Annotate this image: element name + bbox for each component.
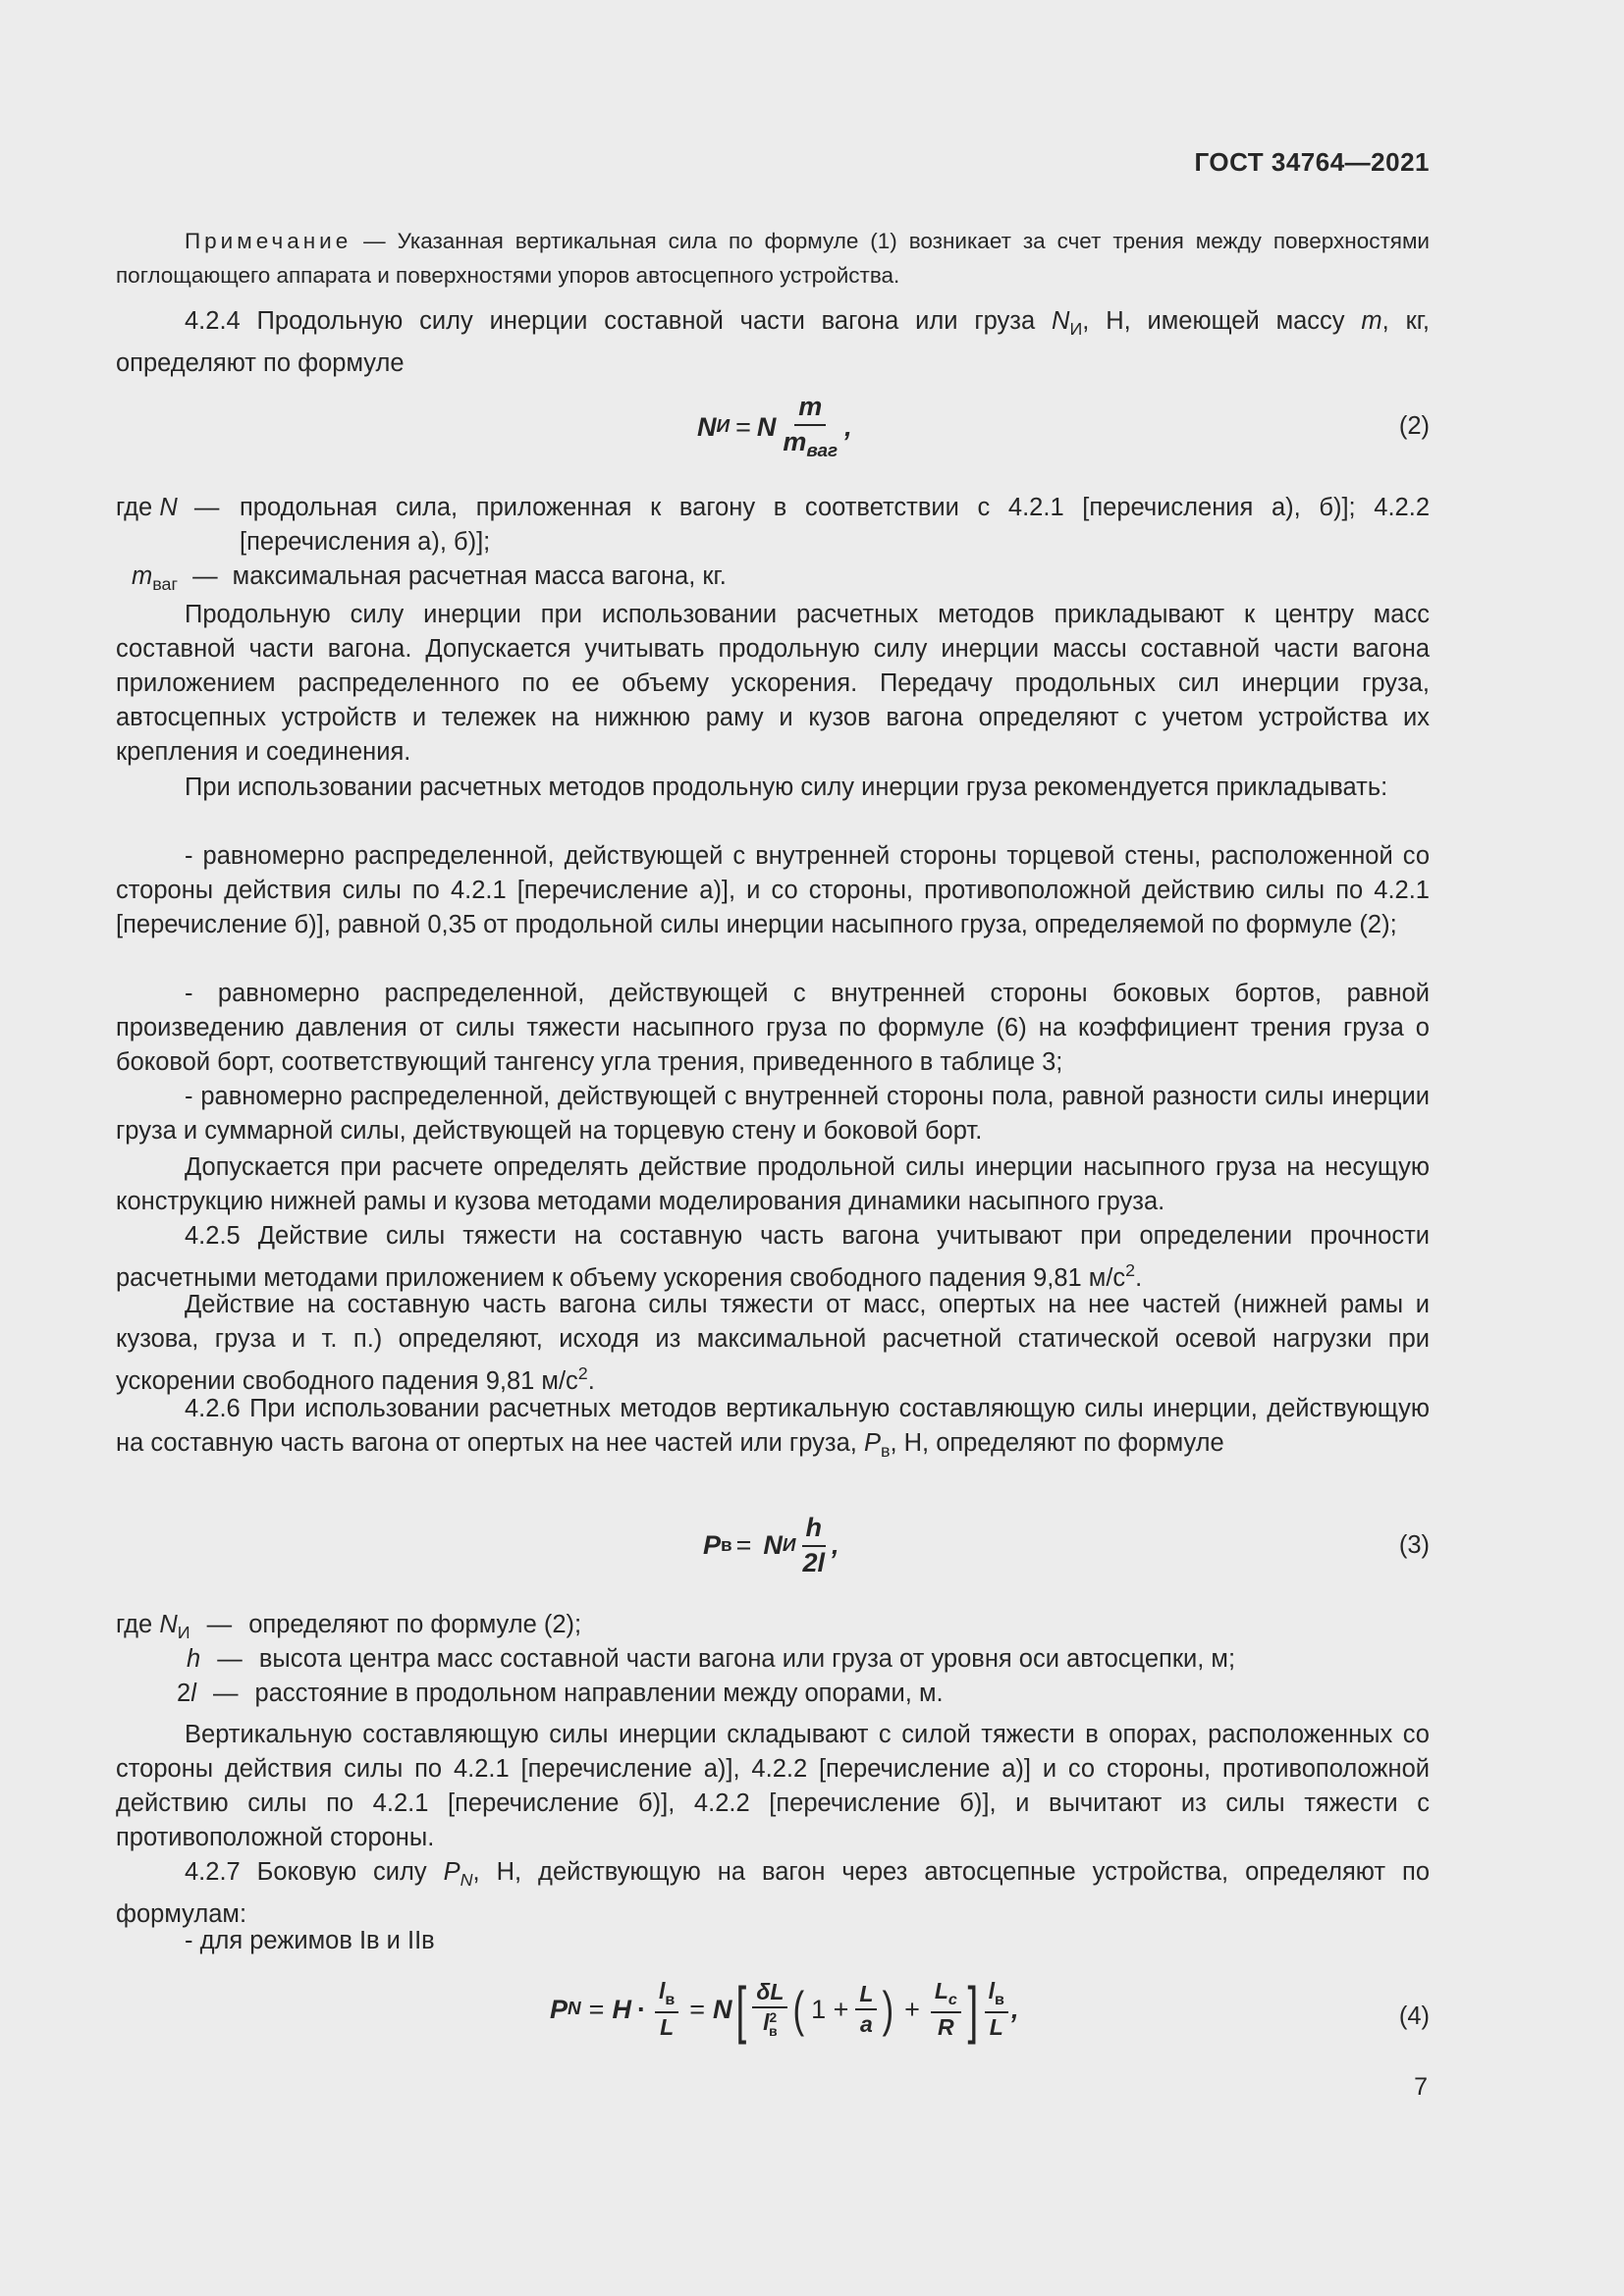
equation-number-2: (2) (1398, 412, 1430, 440)
p-gravity-sup: 2 (577, 1363, 588, 1383)
p427-text-a: 4.2.7 Боковую силу (185, 1858, 444, 1886)
where3-symbol-n: N (159, 1611, 178, 1638)
p424-symbol: N (1052, 307, 1070, 335)
formula-3 (703, 1514, 839, 1577)
eq4-f2-den-l: l (763, 2009, 770, 2036)
eq4-f1-den: L (660, 2013, 675, 2040)
document-code: ГОСТ 34764—2021 (1194, 147, 1430, 177)
where-2-line-2 (132, 560, 727, 602)
p424-text-a: 4.2.4 Продольную силу инерции составной части вагона или груза (185, 307, 1053, 335)
page-number: 7 (1414, 2073, 1428, 2101)
note-label: Примечание (185, 229, 352, 253)
eq2-lhs: N (697, 411, 717, 442)
eq4-equals-2: = (689, 1994, 706, 2024)
eq4-plus: + (904, 1994, 920, 2024)
note-text: — Указанная вертикальная сила по формуле (1) возникает за счет трения между поверхностями поглощающего аппарата и поверхностями упоров автосцепного устройства. (116, 229, 1430, 288)
list-item-floor: - равномерно распределенной, действующей с внутренней стороны пола, равной разности силы инерции груза и суммарной силы, действующей на торцевую стену и боковой борт. (116, 1083, 1430, 1145)
where3-symbol-l: l (190, 1680, 196, 1707)
p427-symbol: P (443, 1858, 460, 1886)
p424-text-c: , кг, определяют по формуле (116, 307, 1430, 377)
where2-dash-2: — (192, 562, 218, 590)
eq4-f1-num (655, 1979, 678, 2013)
eq4-one-plus: 1 + (811, 1994, 849, 2024)
eq3-fraction (799, 1514, 830, 1577)
paragraph-4-2-4 (116, 304, 1430, 381)
equation-number-4: (4) (1398, 2002, 1430, 2030)
p426-text-b: , Н, определяют по формуле (890, 1429, 1224, 1457)
eq4-f4-den: R (938, 2013, 954, 2040)
eq3-numerator: h (802, 1514, 827, 1547)
where-2-line-1 (116, 491, 229, 525)
paragraph-vertical-component: Вертикальную составляющую силы инерции складывают с силой тяжести в опорах, расположенных со стороны действия силы по 4.2.1 [перечисление а)], 4.2.2 [перечисление а)] и со стороны, противоположной действию силы по 4.2.1 [перечисление б)], 4.2.2 [перечисление б)], и вычитают из силы тяжести с противоположной стороны. (116, 1721, 1430, 1851)
paragraph-inertia-application: Продольную силу инерции при использовании расчетных методов прикладывают к центру масс составной части вагона. Допускается учитывать продольную силу инерции массы составной части вагона приложением распределенного по ее объему ускорения. Передачу продольных сил инерции груза, автосцепных устройств и тележек на нижнюю раму и кузов вагона определяют с учетом устройства их крепления и соединения. (116, 601, 1430, 766)
eq2-comma: , (844, 411, 852, 442)
paragraph-calc-methods: При использовании расчетных методов продольную силу инерции груза рекомендуется прикладывать: (185, 774, 1388, 801)
paragraph-modeling: Допускается при расчете определять действие продольной силы инерции насыпного груза на несущую конструкцию нижней рамы и кузова методами моделирования динамики насыпного груза. (116, 1153, 1430, 1215)
eq4-right-bracket: ] (967, 1974, 979, 2045)
where3-symbol-n-sub: И (177, 1623, 190, 1642)
where3-dash-1: — (206, 1611, 233, 1638)
eq4-fraction-3 (855, 1982, 877, 2038)
eq2-equals: = (735, 411, 751, 442)
eq4-comma: , (1010, 1994, 1019, 2024)
eq2-lhs-sub: И (716, 416, 731, 438)
eq4-f2-den-sub: в (769, 2024, 778, 2040)
p426-symbol: P (863, 1429, 881, 1457)
eq4-right-paren: ) (882, 1982, 894, 2037)
p425-sup: 2 (1125, 1260, 1136, 1280)
p424-subscript: И (1069, 319, 1083, 339)
eq4-n: N (713, 1994, 732, 2024)
p425-text: 4.2.5 Действие силы тяжести на составную часть вагона учитывают при определении прочности расчетными методами приложением к объему ускорения свободного падения 9,81 м/с (116, 1222, 1430, 1292)
where-2-def-1: продольная сила, приложенная к вагону в соответствии с 4.2.1 [перечисления а), б)]; 4.2.2 (240, 494, 1430, 521)
eq4-lhs: P (550, 1994, 568, 2024)
eq3-comma: , (832, 1530, 839, 1561)
eq3-lhs: P (703, 1530, 722, 1561)
eq4-fraction-1 (655, 1979, 678, 2040)
formula-4 (550, 1974, 1019, 2045)
p424-text-b: , Н, имеющей массу (1082, 307, 1362, 335)
p425-end: . (1135, 1264, 1143, 1292)
eq4-fraction-4 (931, 1979, 961, 2040)
eq4-f3-num: L (855, 1982, 877, 2010)
eq4-lhs-sub: N (568, 1999, 581, 2019)
eq3-n: N (763, 1530, 783, 1561)
eq4-f3-den: a (859, 2011, 873, 2037)
eq3-lhs-sub: в (721, 1534, 732, 1556)
p-gravity-end: . (587, 1367, 595, 1395)
p427-text-b: , Н, действующую на вагон через автосцепные устройства, определяют по формулам: (116, 1858, 1430, 1928)
eq4-f1-num-sub: в (665, 1991, 676, 2008)
eq4-equals-1: = (588, 1994, 605, 2024)
eq2-den-sub: ваг (806, 440, 839, 461)
p424-mass-symbol: m (1361, 307, 1382, 335)
eq4-f5-num (985, 1979, 1008, 2013)
where-2-def-1-cont: [перечисления а), б)]; (240, 528, 491, 556)
paragraph-4-2-7 (116, 1855, 1430, 1932)
eq2-den-symbol: m (783, 426, 807, 456)
eq4-f4-num-sub: c (947, 1991, 957, 2008)
where3-dash-2: — (217, 1645, 243, 1673)
equation-number-3: (3) (1398, 1531, 1430, 1559)
where3-two: 2 (177, 1680, 191, 1707)
where3-prefix: где (116, 1611, 160, 1638)
eq4-f2-den-sup: 2 (769, 2010, 778, 2026)
eq2-n: N (756, 411, 777, 442)
eq4-fraction-5 (985, 1979, 1008, 2040)
eq4-dot: · (636, 1994, 646, 2024)
eq4-h: H (612, 1994, 631, 2024)
eq4-f4-num (931, 1979, 961, 2013)
where3-def-2: высота центра масс составной части вагона или груза от уровня оси автосцепки, м; (258, 1645, 1236, 1673)
where3-def-1: определяют по формуле (2); (248, 1611, 582, 1638)
p426-sub: в (880, 1441, 891, 1461)
eq4-f4-num-l: L (934, 1978, 948, 2003)
eq3-equals: = (735, 1530, 752, 1561)
eq3-n-sub: И (782, 1534, 796, 1556)
eq3-denominator: 2l (802, 1547, 826, 1577)
eq2-denominator (779, 426, 841, 462)
where-3-line-2 (187, 1642, 1235, 1677)
where2-symbol-m: m (132, 562, 153, 590)
where2-symbol-m-sub: ваг (152, 574, 178, 594)
eq4-f2-num: δL (752, 1980, 787, 2008)
eq2-fraction (779, 393, 841, 461)
p-gravity-text: Действие на составную часть вагона силы тяжести от масс, опертых на нее частей (нижней рамы и кузова, груза и т. п.) определяют, исходя из максимальной расчетной статической осевой нагрузки при ускорении свободного падения 9,81 м/с (116, 1291, 1430, 1395)
formula-2 (697, 393, 852, 461)
eq4-left-paren: ( (792, 1982, 805, 2037)
eq4-f2-den (759, 2008, 782, 2039)
list-item-side-walls: - равномерно распределенной, действующей с внутренней стороны боковых бортов, равной произведению давления от силы тяжести насыпного груза по формуле (6) на коэффициент трения груза о боковой борт, соответствующий тангенсу угла трения, приведенного в таблице 3; (116, 980, 1430, 1076)
eq2-numerator: m (794, 393, 826, 426)
eq4-f5-den: L (989, 2013, 1003, 2040)
where3-def-3: расстояние в продольном направлении между опорами, м. (254, 1680, 944, 1707)
eq4-f1-num-l: l (658, 1978, 666, 2003)
where3-dash-3: — (212, 1680, 239, 1707)
paragraph-gravity (116, 1288, 1430, 1399)
list-item-modes: - для режимов Iв и IIв (185, 1927, 435, 1954)
where3-symbol-h: h (187, 1645, 201, 1673)
where2-symbol-n: N (159, 494, 178, 521)
eq4-left-bracket: [ (735, 1974, 746, 2045)
where-3-line-3 (177, 1677, 944, 1711)
p426-text-a: 4.2.6 При использовании расчетных методов вертикальную составляющую силы инерции, действующую на составную часть вагона от опертых на нее частей или груза, (116, 1395, 1430, 1457)
where2-prefix: где (116, 494, 160, 521)
paragraph-4-2-6 (116, 1392, 1430, 1468)
eq4-f5-num-l: l (988, 1978, 996, 2003)
where2-dash-1: — (193, 494, 220, 521)
list-item-end-wall: - равномерно распределенной, действующей с внутренней стороны торцевой стены, расположенной со стороны действия силы по 4.2.1 [перечисление а)], и со стороны, противоположной действию силы по 4.2.1 [перечисление б)], равной 0,35 от продольной силы инерции насыпного груза, определяемой по формуле (2); (116, 842, 1430, 938)
eq4-fraction-2 (752, 1980, 787, 2039)
p427-sub: N (460, 1870, 473, 1890)
note-paragraph (116, 224, 1430, 293)
paragraph-4-2-5 (116, 1219, 1430, 1296)
eq4-f5-num-sub: в (995, 1991, 1004, 2008)
where2-def-2: максимальная расчетная масса вагона, кг. (232, 562, 727, 590)
